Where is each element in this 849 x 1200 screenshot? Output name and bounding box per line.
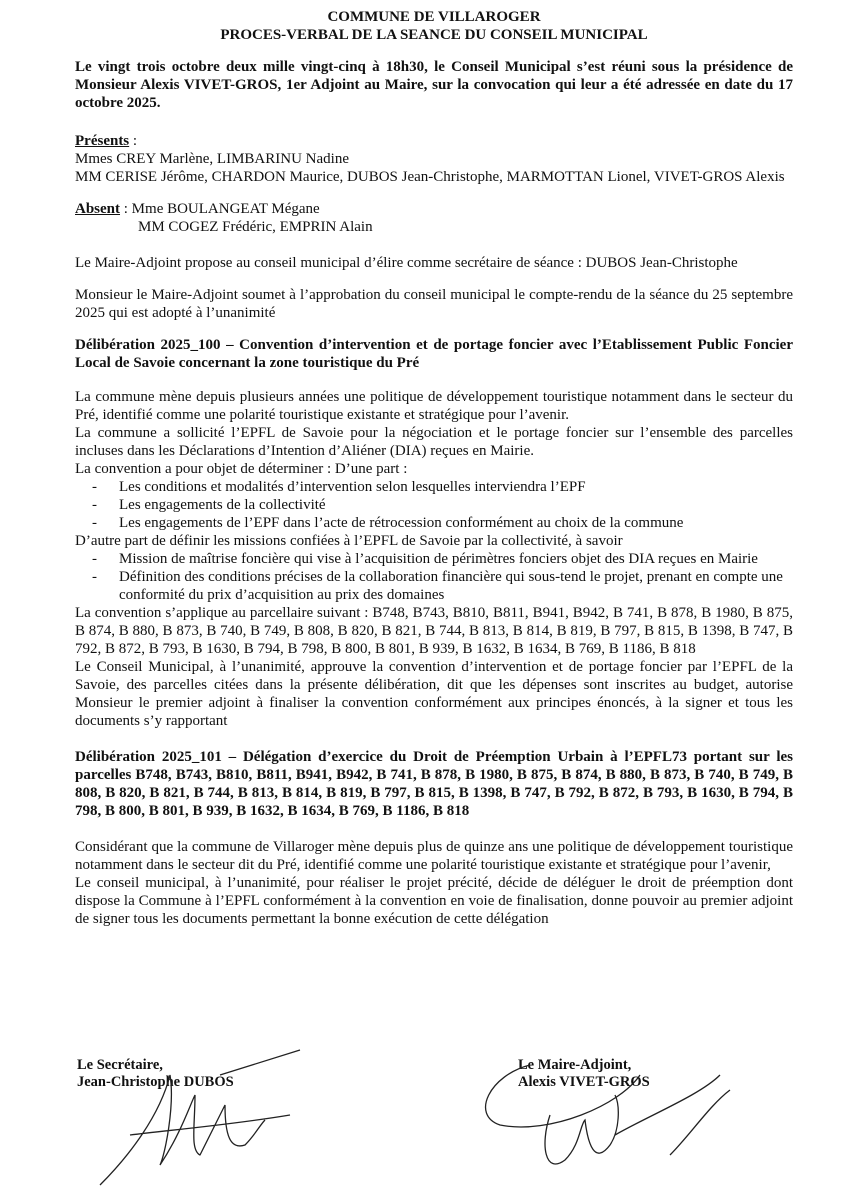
secretary-handwritten-signature-icon [70,1035,330,1195]
intro-paragraph: Le vingt trois octobre deux mille vingt-cinq à 18h30, le Conseil Municipal s’est réuni sous la présidence de Monsieur Alexis VIVET-GROS, 1er Adjoint au Maire, sur la convocation qui leur a été adressée en date du 17 octobre 2025. [75,59,793,111]
absent-label: Absent [75,201,121,217]
delib-101-body [75,838,793,928]
paragraph: Le Conseil Municipal, à l’unanimité, approuve la convention d’intervention et de portage foncier par l’EPFL de la Savoie, des parcelles citées dans la présente délibération, dit que les dépenses sont inscrites au budget, autorise Monsieur le premier adjoint à finaliser la convention conformément aux principes énoncés, à la signer et tous les documents s’y rapportant [75,659,793,729]
absent-line: MM COGEZ Frédéric, EMPRIN Alain [138,219,373,235]
list-item: - Mission de maîtrise foncière qui vise à l’acquisition de périmètres fonciers objet des DIA reçues en Mairie [75,550,793,568]
list-part-one [75,478,793,532]
adjoint-role: Le Maire-Adjoint, [518,1057,632,1073]
approbation-paragraph: Monsieur le Maire-Adjoint soumet à l’approbation du conseil municipal le compte-rendu de la séance du 25 septembre 2025 qui est adopté à l’unanimité [75,287,793,321]
list-item: - Les conditions et modalités d’intervention selon lesquelles interviendra l’EPF [75,478,793,496]
delib-101-title: Délibération 2025_101 – Délégation d’exercice du Droit de Préemption Urbain à l’EPFL73 portant sur les parcelles B748, B743, B810, B811, B941, B942, B 741, B 878, B 1980, B 875, B 874, B 880, B 873, B 740, B 749, B 808, B 820, B 821, B 744, B 813, B 814, B 819, B 797, B 815, B 1398, B 747, B 792, B 872, B 793, B 1630, B 794, B 798, B 800, B 801, B 939, B 1632, B 1634, B 769, B 1186, B 818 [75,749,793,819]
absent-section [75,200,793,236]
document-page [75,8,793,928]
list-item: - Les engagements de la collectivité [75,496,793,514]
presents-sep: : [129,133,138,149]
paragraph: La commune a sollicité l’EPFL de Savoie pour la négociation et le portage foncier sur l’ensemble des parcelles incluses dans les Déclarations d’Intention d’Aliéner (DIA) reçues en Mairie. [75,425,793,459]
list-part-two [75,550,793,604]
paragraph: Considérant que la commune de Villaroger mène depuis plus de quinze ans une politique de développement touristique notamment dans le secteur dit du Pré, identifié comme une polarité touristique existante et stratégique pour l’avenir, [75,839,793,873]
absent-line: : Mme BOULANGEAT Mégane [120,201,320,217]
delib-100-title: Délibération 2025_100 – Convention d’intervention et de portage foncier avec l’Etablissement Public Foncier Local de Savoie concernant la zone touristique du Pré [75,337,793,371]
commune-title: COMMUNE DE VILLAROGER [327,9,541,25]
paragraph: La convention a pour objet de déterminer : D’une part : [75,461,408,477]
delib-100-body [75,388,793,730]
paragraph: Le conseil municipal, à l’unanimité, pour réaliser le projet précité, décide de déléguer le droit de préemption dont dispose la Commune à l’EPFL conformément à la convention en voie de finalisation, donne pouvoir au premier adjoint de signer tous les documents permettant la bonne exécution de cette délégation [75,875,793,927]
paragraph: D’autre part de définir les missions confiées à l’EPFL de Savoie par la collectivité, à savoir [75,533,623,549]
presents-line: MM CERISE Jérôme, CHARDON Maurice, DUBOS Jean-Christophe, MARMOTTAN Lionel, VIVET-GROS Alexis [75,169,785,185]
presents-section [75,132,793,186]
presents-line: Mmes CREY Marlène, LIMBARINU Nadine [75,151,349,167]
presents-label: Présents [75,133,130,149]
list-item: - Définition des conditions précises de la collaboration financière qui sous-tend le projet, prenant en compte une conformité du prix d’acquisition au prix des domaines [75,568,793,604]
parcel-list-paragraph: La convention s’applique au parcellaire suivant : B748, B743, B810, B811, B941, B942, B 741, B 878, B 1980, B 875, B 874, B 880, B 873, B 740, B 749, B 808, B 820, B 821, B 744, B 813, B 814, B 819, B 797, B 815, B 1398, B 747, B 792, B 872, B 793, B 1630, B 794, B 798, B 800, B 801, B 939, B 1632, B 1634, B 769, B 1186, B 818 [75,605,793,657]
list-item: - Les engagements de l’EPF dans l’acte de rétrocession conformément au choix de la commune [75,514,793,532]
secretaire-paragraph: Le Maire-Adjoint propose au conseil municipal d’élire comme secrétaire de séance : DUBOS Jean-Christophe [75,255,738,271]
adjoint-handwritten-signature-icon [470,1035,770,1195]
secretary-role: Le Secrétaire, [77,1057,163,1073]
document-title: PROCES-VERBAL DE LA SEANCE DU CONSEIL MUNICIPAL [220,27,648,43]
paragraph: La commune mène depuis plusieurs années une politique de développement touristique notamment dans le secteur du Pré, identifié comme une polarité touristique existante et stratégique pour l’avenir. [75,389,793,423]
adjoint-name: Alexis VIVET-GROS [518,1074,650,1090]
secretary-name: Jean-Christophe DUBOS [77,1074,234,1090]
